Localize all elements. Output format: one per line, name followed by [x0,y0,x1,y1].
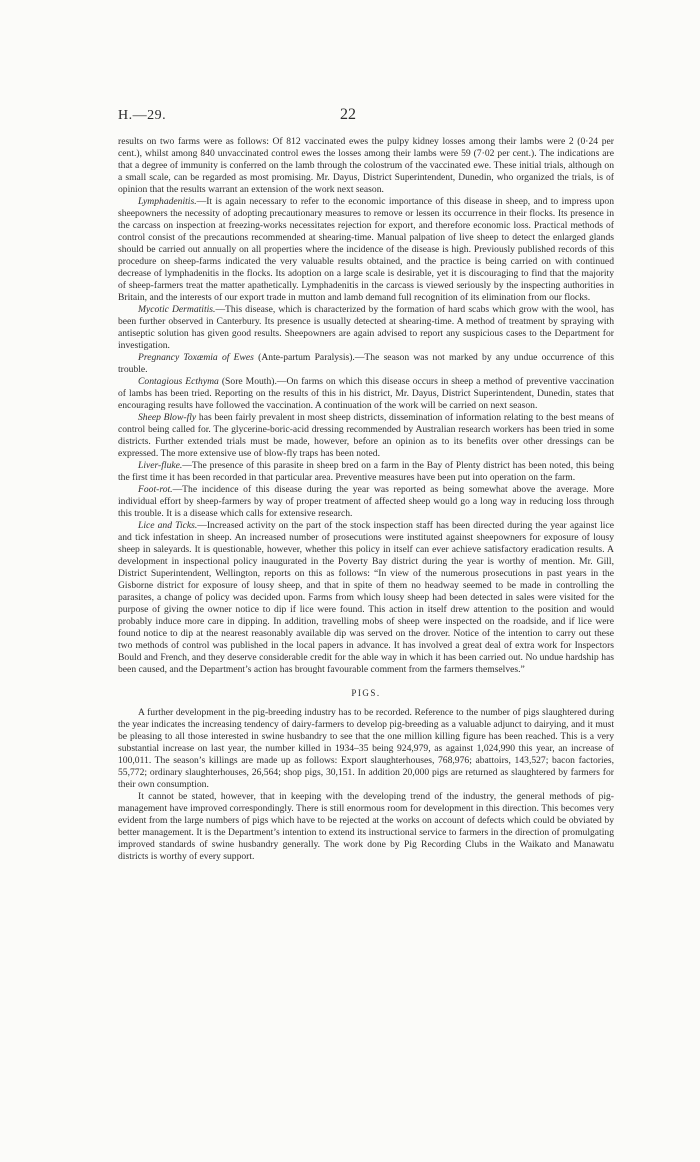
body-text [118,136,614,863]
paragraph-lead: Pregnancy Toxæmia of Ewes [138,352,254,363]
paragraph-sheep-blow-fly: Sheep Blow-fly has been fairly prevalent in most sheep districts, dissemination of information relating to the best means of control being called for. The glycerine-boric-acid dressing recommended by Australian research workers has been tried in some districts. Further extended trials must be made, however, before an opinion as to its benefits over other dressings can be expressed. The more extensive use of blow-fly traps has been noted. [118,412,615,459]
paragraph-pregnancy-toxaemia: Pregnancy Toxæmia of Ewes (Ante-partum Paralysis).—The season was not marked by any undue occurrence of this trouble. [118,352,614,375]
paragraph-contagious-ecthyma: Contagious Ecthyma (Sore Mouth).—On farms on which this disease occurs in sheep a method of preventive vaccination of lambs has been tried. Reporting on the results of this in his district, Mr. Dayus, District Superintendent, Dunedin, states that encouraging results have followed the vaccination. A continuation of the work will be carried on next season. [118,376,614,411]
paragraph-lymphadenitis: Lymphadenitis.—It is again necessary to refer to the economic importance of this disease in sheep, and to impress upon sheepowners the necessity of adopting precautionary measures to remove or lessen its occurrence in their flocks. Its presence in the carcass on inspection at freezing-works necessitates rejection for export, and therefore economic loss. Practical methods of control consist of the precautions recommended at shearing-time. Manual palpation of live sheep to detect the enlarged glands should be carried out annually on all properties where the incidence of the disease is high. Previously published records of this procedure on sheep-farms indicated the very valuable results obtained, and the practice is being carried on with continued decrease of lymphadenitis in the flocks. Its adoption on a large scale is desirable, yet it is discouraging to find that the majority of sheep-farmers treat the matter apathetically. Lymphadenitis in the carcass is viewed seriously by the inspecting authorities in Britain, and the interests of our export trade in mutton and lamb demand full recognition of its elimination from our flocks. [118,196,614,303]
page-header [118,106,614,126]
paragraph-lead: Lymphadenitis. [138,196,197,207]
section-heading-pigs: PIGS. [351,688,381,698]
paragraph-lead: Liver-fluke. [138,460,183,471]
paragraph-lead: Contagious Ecthyma [138,376,219,387]
document-id: H.—29. [118,108,167,123]
page-number: 22 [340,106,356,123]
paragraph-pulpy-kidney: results on two farms were as follows: Of 812 vaccinated ewes the pulpy kidney losses among their lambs were 2 (0·24 per cent.), whilst among 840 unvaccinated control ewes the losses among their lambs were 59 (7·02 per cent.). The indications are that a degree of immunity is conferred on the lamb through the colostrum of the vaccinated ewe. These initial trials, although on a small scale, can be regarded as most promising. Mr. Dayus, District Superintendent, Dunedin, who organized the trials, is of opinion that the results warrant an extension of the work next season. [118,136,614,195]
paragraph-foot-rot: Foot-rot.—The incidence of this disease during the year was reported as being somewhat above the average. More individual effort by sheep-farmers by way of proper treatment of affected sheep would go a long way in reducing loss through this trouble. It is a disease which calls for extensive research. [118,484,614,519]
paragraph-mycotic-dermatitis: Mycotic Dermatitis.—This disease, which is characterized by the formation of hard scabs which grow with the wool, has been further observed in Canterbury. Its presence is usually detected at shearing-time. A method of treatment by spraying with antiseptic solution has given good results. Sheepowners are again advised to report any suspicious cases to the Department for investigation. [118,304,614,351]
paragraph-pig-breeding: A further development in the pig-breeding industry has to be recorded. Reference to the number of pigs slaughtered during the year indicates the increasing tendency of dairy-farmers to develop pig-breeding as a valuable adjunct to dairying, and it must be pleasing to all those interested in swine husbandry to see that the one million killing figure has been reached. This is a very substantial increase on last year, the number killed in 1934–35 being 924,979, as against 1,024,990 this year, an increase of 100,011. The season’s killings are made up as follows: Export slaughterhouses, 768,976; abattoirs, 143,527; bacon factories, 55,772; ordinary slaughterhouses, 26,564; shop pigs, 30,151. In addition 20,000 pigs are returned as slaughtered by farmers for their own consumption. [118,707,614,790]
paragraph-lead: Lice and Ticks. [138,520,198,531]
paragraph-liver-fluke: Liver-fluke.—The presence of this parasite in sheep bred on a farm in the Bay of Plenty district has been noted, this being the first time it has been recorded in that particular area. Preventive measures have been put into operation on the farm. [118,460,614,483]
paragraph-pig-management: It cannot be stated, however, that in keeping with the developing trend of the industry, the general methods of pig-management have improved correspondingly. There is still enormous room for development in this direction. This becomes very evident from the large numbers of pigs which have to be rejected at the works on account of defects which could be obviated by better management. It is the Department’s intention to extend its instructional service to farmers in the direction of promulgating improved standards of swine husbandry generally. The work done by Pig Recording Clubs in the Waikato and Manawatu districts is worthy of every support. [118,791,614,862]
paragraph-lead: Foot-rot. [138,484,173,495]
paragraph-lead: Mycotic Dermatitis. [138,304,216,315]
paragraph-lice-and-ticks: Lice and Ticks.—Increased activity on the part of the stock inspection staff has been directed during the year against lice and tick infestation in sheep. An increased number of prosecutions were instituted against sheepowners for exposure of lousy sheep in saleyards. It is questionable, however, whether this policy in itself can ever achieve satisfactory eradication results. A development in inspectional policy inaugurated in the Poverty Bay district during the year is worthy of mention. Mr. Gill, District Superintendent, Wellington, reports on this as follows: “In view of the numerous prosecutions in past years in the Gisborne district for exposure of lousy sheep, and that in spite of them no headway seemed to be made in controlling the parasites, a change of policy was decided upon. Farms from which lousy sheep had been detected in sales were visited for the purpose of giving the owner notice to dip if lice were found. This action in itself drew attention to the position and would probably induce more care in dipping. In addition, travelling mobs of sheep were inspected on the roadside, and if lice were found notice to dip at the nearest reasonably available dip was served on the drover. Notice of the intention to carry out these two methods of control was published in the local papers in advance. It has involved a great deal of extra work for Inspectors Bould and French, and they deserve considerable credit for the able way in which it has been carried out. No undue hardship has been caused, and the Department’s action has brought favourable comment from the farmers themselves.” [118,520,614,675]
paragraph-lead: Sheep Blow-fly [138,412,197,423]
